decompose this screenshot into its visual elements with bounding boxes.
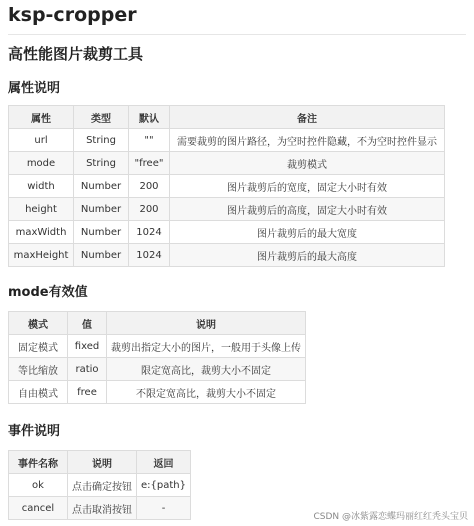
table-cell: 1024 (129, 244, 170, 267)
table-cell: 图片裁剪后的最大高度 (170, 244, 445, 267)
table-cell: - (137, 497, 191, 520)
table-cell: fixed (68, 335, 107, 358)
table-cell: 1024 (129, 221, 170, 244)
table-cell: 等比缩放 (9, 358, 68, 381)
column-header: 类型 (74, 106, 129, 129)
table-row (9, 129, 445, 152)
table-cell: String (74, 129, 129, 152)
table-cell: height (9, 198, 74, 221)
column-header: 默认 (129, 106, 170, 129)
table-row (9, 244, 445, 267)
table-cell: free (68, 381, 107, 404)
table-cell: Number (74, 198, 129, 221)
table-row (9, 335, 306, 358)
attr-table (8, 105, 445, 267)
table-cell: Number (74, 175, 129, 198)
table-cell: 限定宽高比，裁剪大小不固定 (107, 358, 306, 381)
table-cell: 不限定宽高比，裁剪大小不固定 (107, 381, 306, 404)
table-row (9, 474, 191, 497)
table-cell: ratio (68, 358, 107, 381)
table-header-row (9, 106, 445, 129)
table-row (9, 381, 306, 404)
table-cell: ok (9, 474, 68, 497)
table-cell: Number (74, 221, 129, 244)
column-header: 值 (68, 312, 107, 335)
table-cell: url (9, 129, 74, 152)
page-title: ksp-cropper (8, 0, 466, 35)
column-header: 备注 (170, 106, 445, 129)
watermark: CSDN @冰紫露恋蝶玛丽红红秃头宝贝 (313, 512, 468, 522)
table-cell: Number (74, 244, 129, 267)
table-row (9, 221, 445, 244)
table-cell: "" (129, 129, 170, 152)
table-cell: 需要裁剪的图片路径，为空时控件隐藏，不为空时控件显示 (170, 129, 445, 152)
table-cell: cancel (9, 497, 68, 520)
table-row (9, 358, 306, 381)
table-row (9, 175, 445, 198)
table-cell: 裁剪出指定大小的图片，一般用于头像上传 (107, 335, 306, 358)
table-cell: "free" (129, 152, 170, 175)
table-cell: 裁剪模式 (170, 152, 445, 175)
column-header: 说明 (68, 451, 137, 474)
mode-section-heading: mode有效值 (8, 285, 88, 300)
column-header: 说明 (107, 312, 306, 335)
table-cell: 图片裁剪后的最大宽度 (170, 221, 445, 244)
table-cell: 200 (129, 198, 170, 221)
table-cell: maxWidth (9, 221, 74, 244)
column-header: 事件名称 (9, 451, 68, 474)
table-cell: String (74, 152, 129, 175)
table-cell: 点击确定按钮 (68, 474, 137, 497)
table-cell: mode (9, 152, 74, 175)
event-section-heading: 事件说明 (8, 424, 61, 439)
table-cell: 自由模式 (9, 381, 68, 404)
table-cell: e:{path} (137, 474, 191, 497)
table-cell: 固定模式 (9, 335, 68, 358)
table-row (9, 152, 445, 175)
column-header: 模式 (9, 312, 68, 335)
event-table (8, 450, 191, 520)
table-header-row (9, 451, 191, 474)
table-row (9, 497, 191, 520)
table-cell: 图片裁剪后的宽度，固定大小时有效 (170, 175, 445, 198)
table-cell: 点击取消按钮 (68, 497, 137, 520)
table-row (9, 198, 445, 221)
table-cell: maxHeight (9, 244, 74, 267)
column-header: 返回 (137, 451, 191, 474)
table-cell: 200 (129, 175, 170, 198)
page-subtitle: 高性能图片裁剪工具 (8, 45, 144, 63)
mode-table (8, 311, 306, 404)
table-cell: width (9, 175, 74, 198)
column-header: 属性 (9, 106, 74, 129)
table-header-row (9, 312, 306, 335)
attr-section-heading: 属性说明 (8, 81, 61, 96)
table-cell: 图片裁剪后的高度，固定大小时有效 (170, 198, 445, 221)
